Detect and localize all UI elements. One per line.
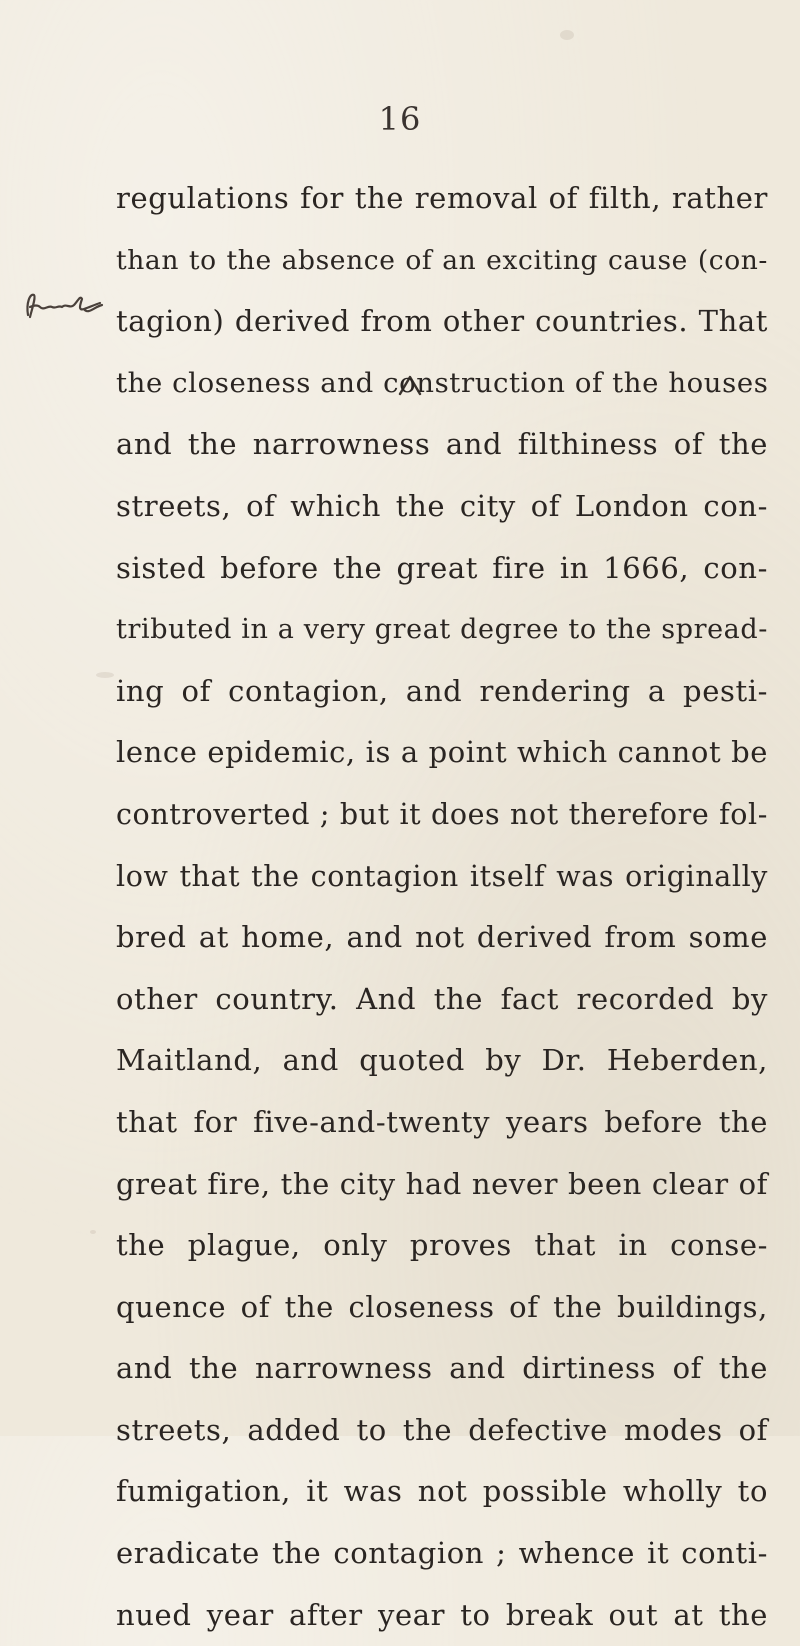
text-line: tributed in a very great degree to the spread-: [116, 614, 768, 646]
text-line: streets, of which the city of London con-: [116, 488, 768, 523]
text-line: other country. And the fact recorded by: [116, 981, 768, 1016]
page-number: 16: [378, 100, 422, 138]
text-line: nued year after year to break out at the: [116, 1597, 768, 1632]
body-text: [116, 168, 768, 1646]
text-line: lence epidemic, is a point which cannot be: [116, 735, 768, 770]
paper-stain: [560, 30, 574, 40]
text-line: sisted before the great fire in 1666, con-: [116, 550, 768, 585]
text-line: than to the absence of an exciting cause (con-: [116, 244, 768, 276]
text-line: Maitland, and quoted by Dr. Heberden,: [116, 1043, 768, 1078]
text-line: quence of the closeness of the buildings,: [116, 1289, 768, 1324]
text-line: bred at home, and not derived from some: [116, 920, 768, 955]
text-line: controverted ; but it does not therefore fol-: [116, 797, 768, 831]
paper-stain: [96, 672, 114, 678]
handwritten-marginal-mark-icon: [20, 285, 120, 325]
text-line: ing of contagion, and rendering a pesti-: [116, 673, 768, 708]
paper-stain: [90, 1230, 96, 1234]
text-line: and the narrowness and dirtiness of the: [116, 1351, 768, 1386]
text-line: tagion) derived from other countries. That: [116, 304, 768, 339]
text-line: the closeness and construction of the houses: [116, 366, 769, 399]
text-line: that for five-and-twenty years before the: [116, 1104, 768, 1139]
text-line: regulations for the removal of filth, rather: [116, 181, 768, 215]
text-line: streets, added to the defective modes of: [116, 1412, 768, 1447]
text-line: and the narrowness and filthiness of the: [116, 427, 768, 462]
text-line: low that the contagion itself was originally: [116, 859, 768, 893]
text-line: fumigation, it was not possible wholly to: [116, 1474, 768, 1509]
text-line: eradicate the contagion ; whence it conti-: [116, 1536, 768, 1571]
text-line: the plague, only proves that in conse-: [116, 1228, 768, 1263]
text-line: great fire, the city had never been clear of: [116, 1166, 768, 1201]
